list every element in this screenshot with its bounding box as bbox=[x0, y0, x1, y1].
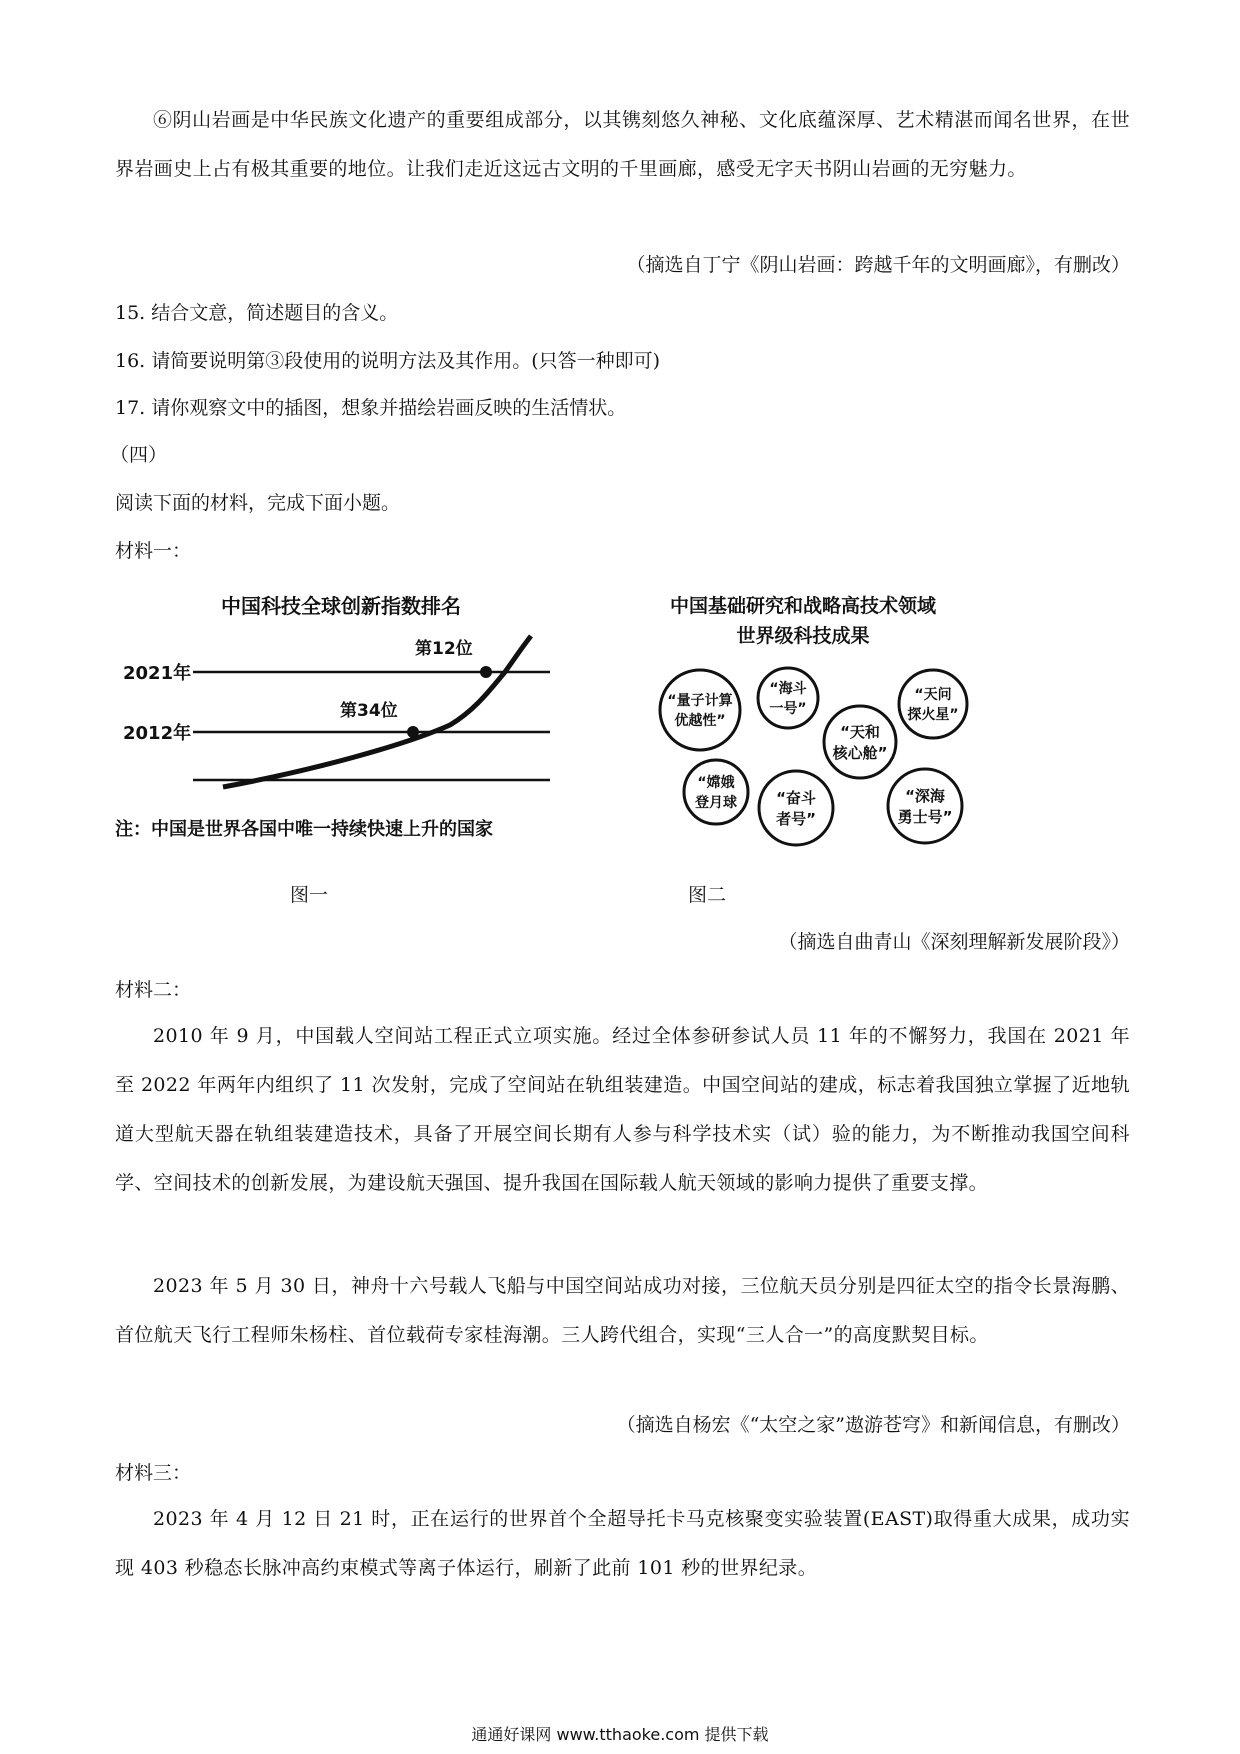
point-2021 bbox=[480, 666, 492, 678]
bubble-haidou-1 bbox=[758, 668, 818, 728]
page-footer: 通通好课网 www.tthaoke.com 提供下载 bbox=[471, 1725, 769, 1744]
svg-text:“奋斗: “奋斗 bbox=[776, 789, 816, 807]
svg-text:者号”: 者号” bbox=[776, 810, 816, 828]
point-label-2012: 第34位 bbox=[340, 701, 398, 721]
figure-1-note: 注：中国是世界各国中唯一持续快速上升的国家 bbox=[115, 819, 493, 840]
svg-text:“量子计算: “量子计算 bbox=[667, 693, 733, 709]
row-label-2021: 2021年 bbox=[123, 663, 192, 684]
svg-text:一号”: 一号” bbox=[769, 701, 807, 717]
figure-2-title-line-2: 世界级科技成果 bbox=[736, 625, 870, 647]
bubble-change-moon bbox=[684, 760, 748, 824]
svg-text:勇士号”: 勇士号” bbox=[897, 808, 953, 826]
svg-text:探火星”: 探火星” bbox=[907, 707, 959, 723]
svg-text:“海斗: “海斗 bbox=[769, 681, 807, 697]
point-label-2021: 第12位 bbox=[415, 639, 473, 659]
section-heading: （四） bbox=[110, 444, 168, 466]
point-2012 bbox=[407, 726, 419, 738]
question-16: 16. 请简要说明第③段使用的说明方法及其作用。(只答一种即可) bbox=[115, 350, 661, 372]
material-3-paragraph-1: 2023 年 4 月 12 日 21 时，正在运行的世界首个全超导托卡马克核聚变实验装置(EAST)取得重大成果，成功实现 403 秒稳态长脉冲高约束模式等离子体运行，刷新了此前 101 秒的世界纪录。 bbox=[115, 1508, 1130, 1579]
svg-text:“嫦娥: “嫦娥 bbox=[697, 775, 735, 791]
material-1-label: 材料一： bbox=[115, 540, 192, 562]
svg-text:核心舱”: 核心舱” bbox=[832, 744, 888, 762]
figure-1-ranking-chart bbox=[115, 580, 585, 860]
svg-text:“深海: “深海 bbox=[905, 787, 945, 805]
material-3-label: 材料三： bbox=[115, 1462, 192, 1484]
question-17: 17. 请你观察文中的插图，想象并描绘岩画反映的生活情状。 bbox=[115, 397, 627, 419]
svg-text:登月球: 登月球 bbox=[695, 795, 737, 811]
bubble-tianwen-mars bbox=[899, 670, 967, 738]
source-citation-3: （摘选自杨宏《“太空之家”遨游苍穹》和新闻信息，有删改） bbox=[616, 1414, 1130, 1436]
instruction-text: 阅读下面的材料，完成下面小题。 bbox=[115, 492, 401, 514]
source-citation-2: （摘选自曲青山《深刻理解新发展阶段》） bbox=[778, 931, 1130, 953]
bubble-shenhai-yongshi bbox=[888, 769, 962, 843]
svg-text:优越性”: 优越性” bbox=[674, 713, 726, 729]
figure-1-caption: 图一 bbox=[290, 884, 329, 906]
question-15: 15. 结合文意，简述题目的含义。 bbox=[115, 302, 399, 324]
figure-2-achievements bbox=[640, 580, 970, 860]
figure-1-title: 中国科技全球创新指数排名 bbox=[221, 594, 461, 618]
svg-text:“天和: “天和 bbox=[840, 723, 880, 741]
source-citation-1: （摘选自丁宁《阴山岩画：跨越千年的文明画廊》，有删改） bbox=[626, 254, 1130, 276]
paragraph-6: ⑥阴山岩画是中华民族文化遗产的重要组成部分，以其镌刻悠久神秘、文化底蕴深厚、艺术精湛而闻名世界，在世界岩画史上占有极其重要的地位。让我们走近这远古文明的千里画廊，感受无字天书阴山岩画的无穷魅力。 bbox=[115, 109, 1130, 180]
material-2-label: 材料二： bbox=[115, 979, 192, 1001]
svg-text:“天问: “天问 bbox=[914, 687, 952, 703]
bubble-quantum-computing bbox=[660, 670, 740, 750]
bubble-tianhe-core-module bbox=[824, 706, 896, 778]
row-label-2012: 2012年 bbox=[123, 723, 192, 744]
bubble-fendouzhe bbox=[759, 771, 833, 845]
figure-2-caption: 图二 bbox=[688, 884, 727, 906]
material-2-paragraph-1: 2010 年 9 月，中国载人空间站工程正式立项实施。经过全体参研参试人员 11 年的不懈努力，我国在 2021 年至 2022 年两年内组织了 11 次发射，完成了空间站在轨组装建造。中国空间站的建成，标志着我国独立掌握了近地轨道大型航天器在轨组装建造技术，具备了开展空间长期有人参与科学技术实（试）验的能力，为不断推动我国空间科学、空间技术的创新发展，为建设航天强国、提升我国在国际载人航天领域的影响力提供了重要支撑。 bbox=[115, 1025, 1130, 1194]
figure-2-title-line-1: 中国基础研究和战略高技术领域 bbox=[669, 595, 937, 617]
material-2-paragraph-2: 2023 年 5 月 30 日，神舟十六号载人飞船与中国空间站成功对接，三位航天员分别是四征太空的指令长景海鹏、首位航天飞行工程师朱杨柱、首位载荷专家桂海潮。三人跨代组合，实现“三人合一”的高度默契目标。 bbox=[115, 1275, 1130, 1346]
